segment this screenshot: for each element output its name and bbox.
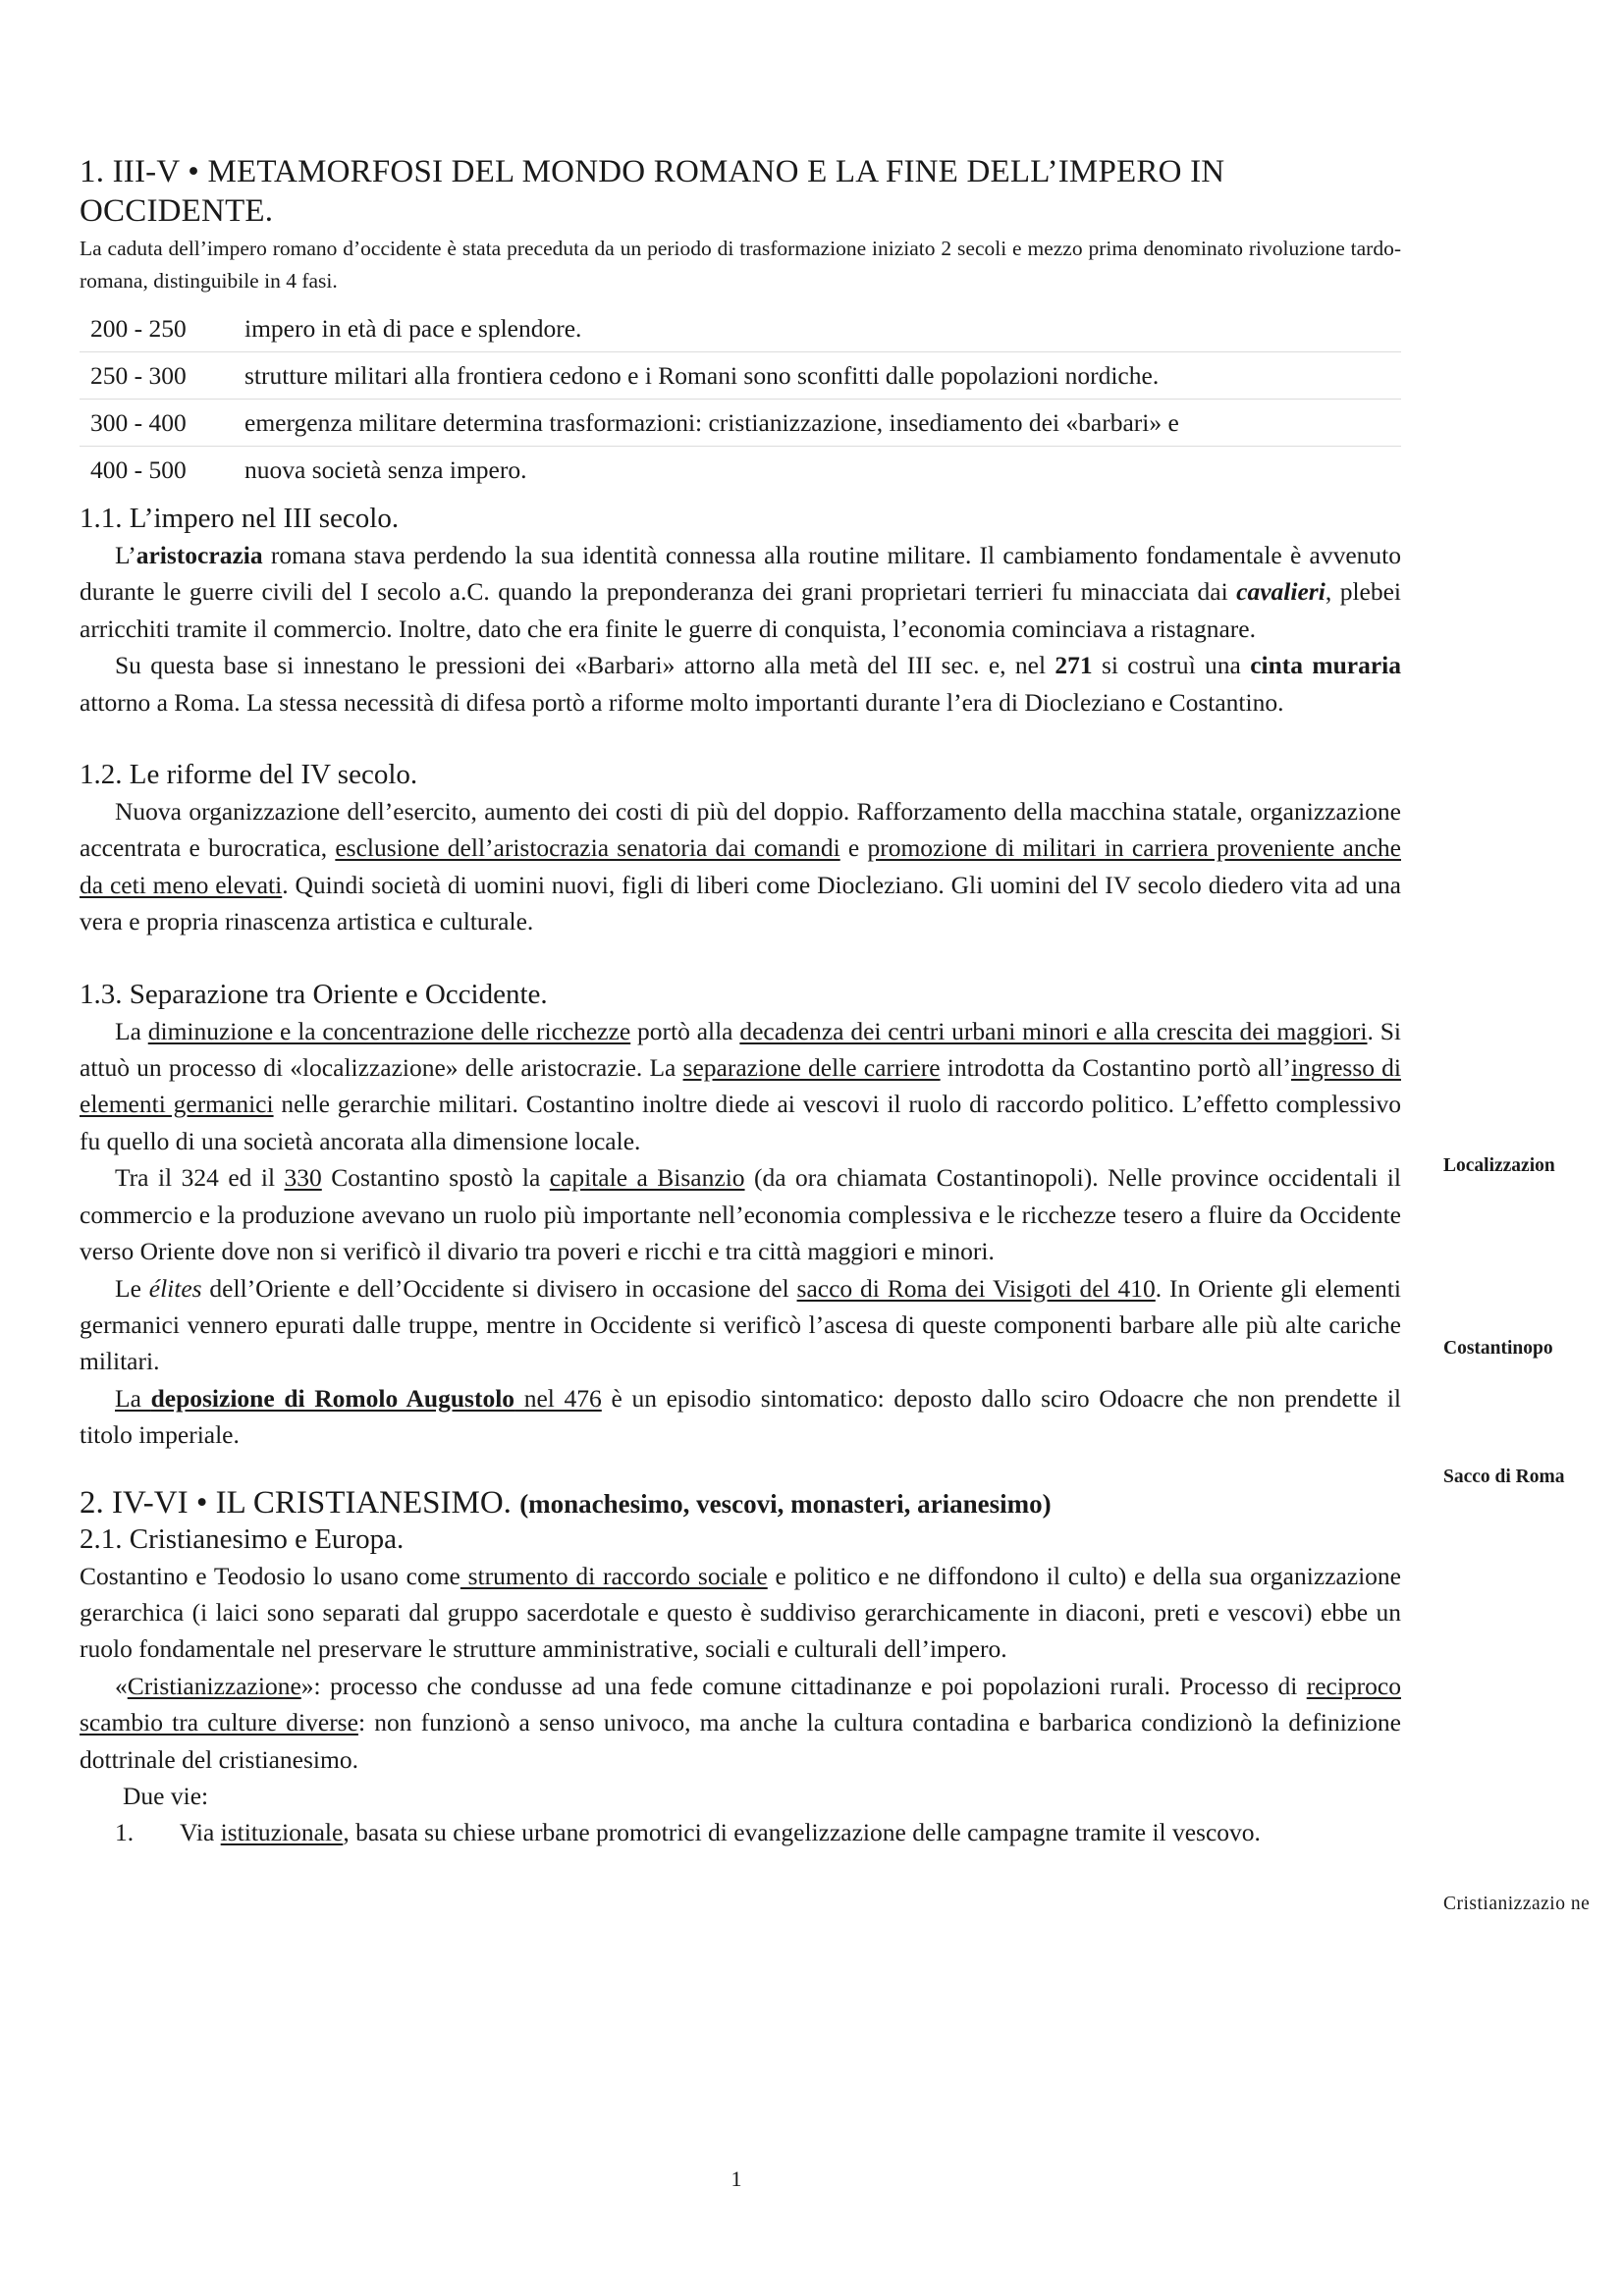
section-2-1-title: 2.1. Cristianesimo e Europa. (80, 1522, 405, 1555)
paragraph: Costantino e Teodosio lo usano come strumento di raccordo sociale e politico e ne diffondono il culto) e della sua organizzazione gerarchica (i laici sono separati dal gruppo sacerdotale e questo è suddiviso gerarchicamente in diaconi, preti e vescovi) ebbe un ruolo fondamentale nel preservare le strutture amministrative, sociali e culturali dell’impero. (80, 1561, 1401, 1664)
period-years: 400 - 500 (90, 454, 187, 484)
table-row (80, 447, 1401, 494)
margin-note-sacco-di-roma: Sacco di Roma (1443, 1467, 1565, 1487)
paragraph: La deposizione di Romolo Augustolo nel 476 è un episodio sintomatico: deposto dallo sciro Odoacre che non prendette il titolo imperiale. (80, 1383, 1401, 1450)
section-1-3-title: 1.3. Separazione tra Oriente e Occidente. (80, 978, 548, 1010)
periods-table (80, 305, 1401, 493)
period-desc: impero in età di pace e splendore. (244, 305, 1401, 352)
paragraph: L’aristocrazia romana stava perdendo la sua identità connessa alla routine militare. Il cambiamento fondamentale è avvenuto durante le guerre civili del I secolo a.C. quando la preponderanza dei grani proprietari terrieri fu minacciata dai cavalieri, plebei arricchiti tramite il commercio. Inoltre, dato che era finite le guerre di conquista, l’economia cominciava a ristagnare. (80, 541, 1401, 643)
chapter-2-heading: 2. IV-VI • IL CRISTIANESIMO. (monachesimo, vescovi, monasteri, arianesimo) (80, 1484, 1052, 1521)
paragraph: Tra il 324 ed il 330 Costantino spostò la capitale a Bisanzio (da ora chiamata Costantinopoli). Nelle province occidentali il commercio e la produzione avevano un ruolo più importante nell’economia complessiva e le ricchezze tesero a fluire da Occidente verso Oriente dove non si verificò il divario tra poveri e ricchi e tra città maggiori e minori. (80, 1163, 1401, 1266)
paragraph: Due vie: (123, 1781, 209, 1810)
period-years: 250 - 300 (80, 352, 244, 400)
period-desc: strutture militari alla frontiera cedono e i Romani sono sconfitti dalle popolazioni nordiche. (244, 352, 1401, 400)
table-row (80, 305, 1401, 352)
page-number: 1 (730, 2166, 742, 2191)
margin-note-costantinopoli: Costantinopo (1443, 1338, 1553, 1359)
paragraph: Nuova organizzazione dell’esercito, aumento dei costi di più del doppio. Rafforzamento della macchina statale, organizzazione accentrata e burocratica, esclusione dell’aristocrazia senatoria dai comandi e promozione di militari in carriera proveniente anche da ceti meno elevati. Quindi società di uomini nuovi, figli di liberi come Diocleziano. Gli uomini del IV secolo diedero vita ad una vera e propria rinascenza artistica e culturale. (80, 797, 1401, 936)
section-1-1-title: 1.1. L’impero nel III secolo. (80, 503, 400, 534)
period-desc: nuova società senza impero. (244, 454, 527, 484)
table-row (80, 400, 1401, 447)
intro-paragraph: La caduta dell’impero romano d’occidente è stata preceduta da un periodo di trasformazione iniziato 2 secoli e mezzo prima denominato rivoluzione tardo-romana, distinguibile in 4 fasi. (80, 237, 1401, 293)
paragraph: «Cristianizzazione»: processo che condusse ad una fede comune cittadinanze e poi popolazioni rurali. Processo di reciproco scambio tra culture diverse: non funzionò a senso univoco, ma anche la cultura contadina e barbarica condizionò la definizione dottrinale del cristianesimo. (80, 1671, 1401, 1774)
period-desc: emergenza militare determina trasformazioni: cristianizzazione, insediamento dei «barbari» e (244, 400, 1401, 447)
chapter-1-heading: 1. III-V • METAMORFOSI DEL MONDO ROMANO E LA FINE DELL’IMPERO IN OCCIDENTE. (80, 154, 1225, 229)
margin-note-cristianizzazione: Cristianizzazio ne (1443, 1894, 1591, 1914)
section-1-2-title: 1.2. Le riforme del IV secolo. (80, 759, 418, 791)
paragraph: Su questa base si innestano le pressioni dei «Barbari» attorno alla metà del III sec. e, nel 271 si costruì una cinta muraria attorno a Roma. La stessa necessità di difesa portò a riforme molto importanti durante l’era di Diocleziano e Costantino. (80, 651, 1401, 717)
period-years: 300 - 400 (80, 400, 244, 447)
paragraph: La diminuzione e la concentrazione delle ricchezze portò alla decadenza dei centri urbani minori e alla crescita dei maggiori. Si attuò un processo di «localizzazione» delle aristocrazie. La separazione delle carriere introdotta da Costantino portò all’ingresso di elementi germanici nelle gerarchie militari. Costantino inoltre diede ai vescovi il ruolo di raccordo politico. L’effetto complessivo fu quello di una società ancorata alla dimensione locale. (80, 1016, 1401, 1155)
document-page (80, 152, 1401, 1851)
table-row (80, 352, 1401, 400)
period-years: 200 - 250 (80, 305, 244, 352)
paragraph: Le élites dell’Oriente e dell’Occidente si divisero in occasione del sacco di Roma dei Visigoti del 410. In Oriente gli elementi germanici vennero epurati dalle truppe, mentre in Occidente si verificò l’ascesa di queste componenti barbare alle più alte cariche militari. (80, 1273, 1401, 1376)
list-item: 1. Via istituzionale, basata su chiese urbane promotrici di evangelizzazione delle campagne tramite il vescovo. (115, 1818, 1261, 1847)
margin-note-localizzazione: Localizzazion (1443, 1155, 1555, 1176)
